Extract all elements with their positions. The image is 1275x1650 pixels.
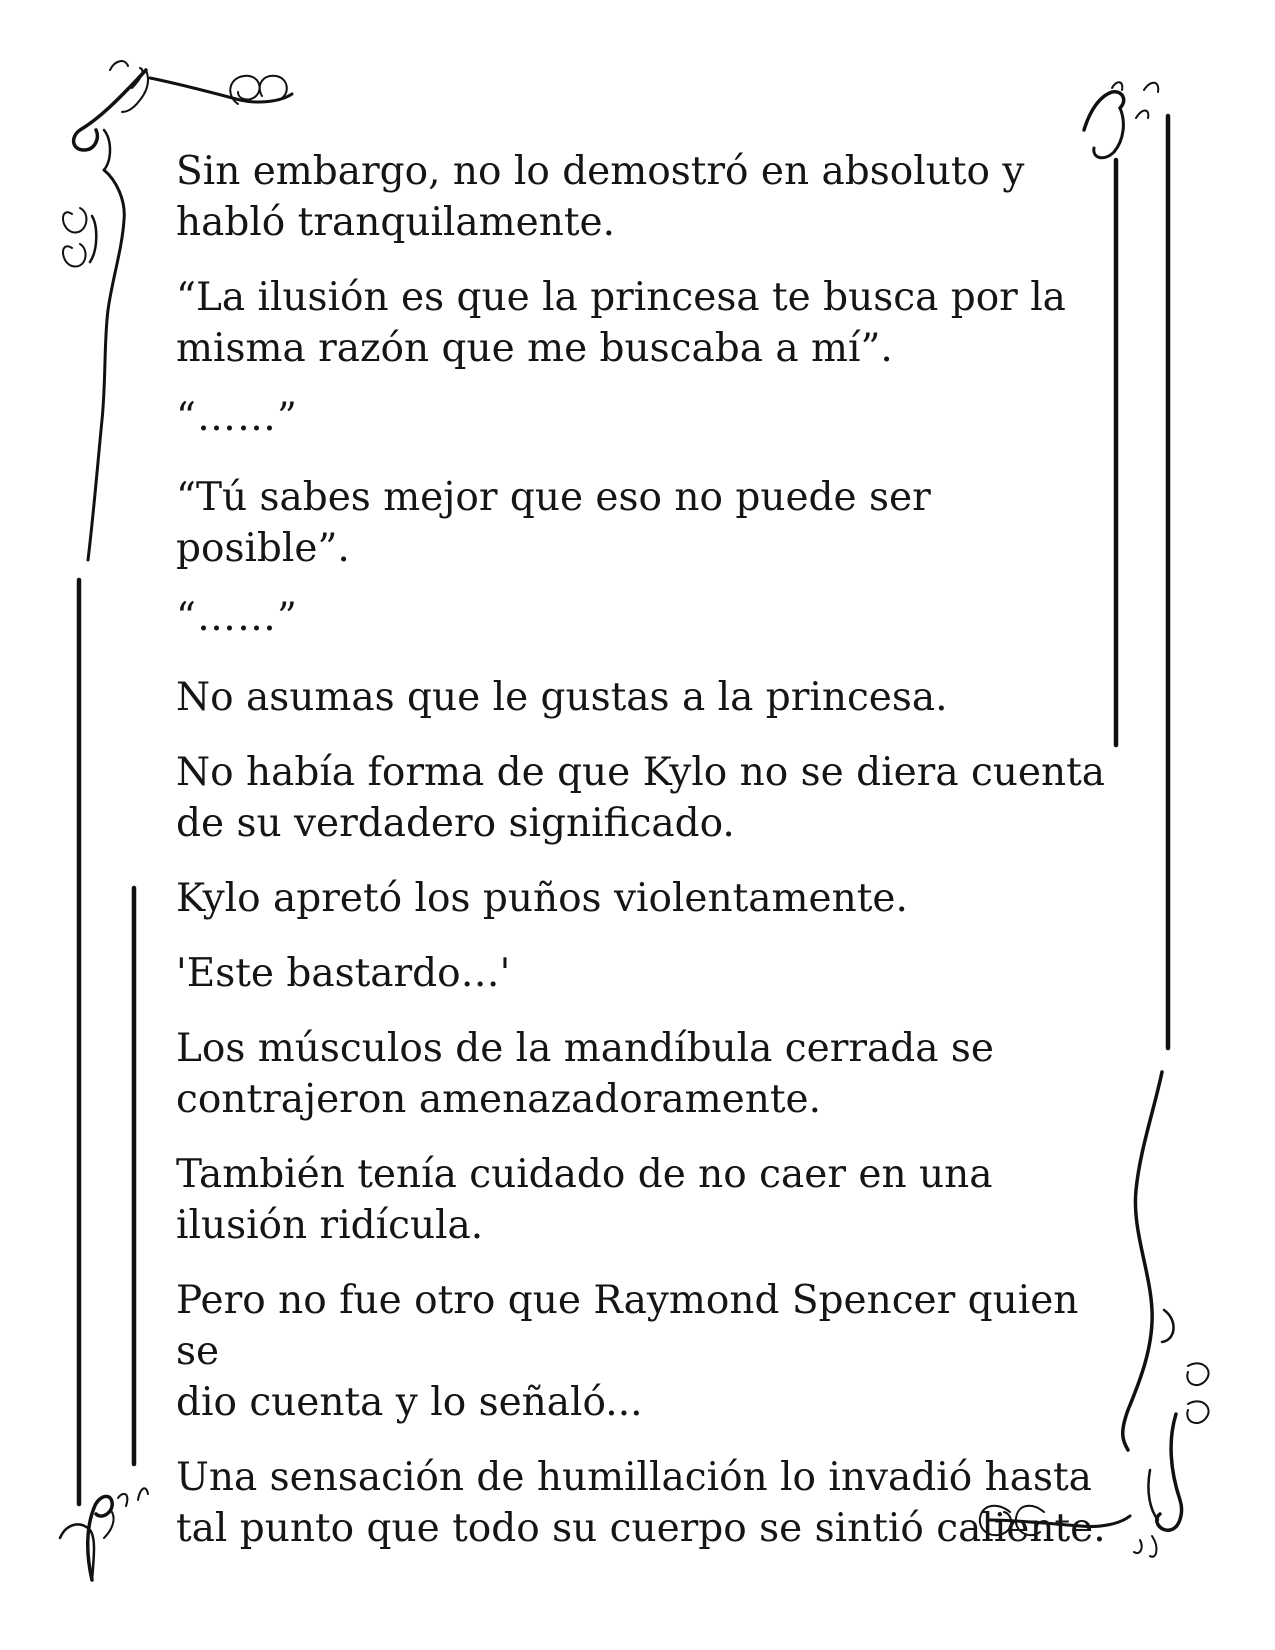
paragraph: No había forma de que Kylo no se diera cuenta de su verdadero significado. bbox=[176, 750, 1106, 846]
paragraph-ellipsis-dialogue: “……” bbox=[176, 395, 298, 440]
paragraph-ellipsis-dialogue: “……” bbox=[176, 595, 298, 640]
paragraph: Los músculos de la mandíbula cerrada se contrajeron amenazadoramente. bbox=[176, 1026, 994, 1122]
paragraph: Sin embargo, no lo demostró en absoluto y habló tranquilamente. bbox=[176, 149, 1025, 245]
paragraph: Una sensación de humillación lo invadió hasta tal punto que todo su cuerpo se sintió caliente. bbox=[176, 1455, 1106, 1551]
paragraph: “La ilusión es que la princesa te busca por la misma razón que me buscaba a mí”. bbox=[176, 275, 1066, 371]
paragraph: También tenía cuidado de no caer en una ilusión ridícula. bbox=[176, 1152, 993, 1248]
paragraph: Pero no fue otro que Raymond Spencer quien se dio cuenta y lo señaló... bbox=[176, 1278, 1079, 1425]
bottom-left-flourish-ornament bbox=[60, 1488, 148, 1580]
paragraph: Kylo apretó los puños violentamente. bbox=[176, 876, 908, 921]
paragraph: “Tú sabes mejor que eso no puede ser posible”. bbox=[176, 475, 944, 571]
paragraph: 'Este bastardo…' bbox=[176, 951, 511, 996]
paragraph: No asumas que le gustas a la princesa. bbox=[176, 675, 948, 720]
document-body-text bbox=[176, 146, 1116, 1578]
